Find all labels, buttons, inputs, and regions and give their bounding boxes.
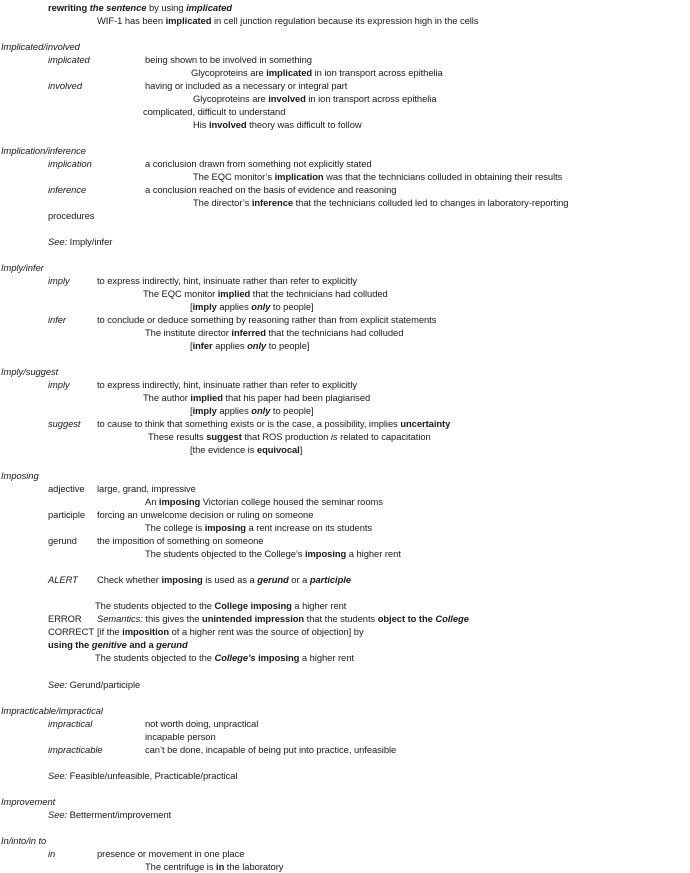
text-run: imply bbox=[48, 275, 70, 286]
text-run: of a higher rent was the source of objection] by bbox=[169, 626, 364, 637]
text-line bbox=[193, 119, 362, 130]
text-run: procedures bbox=[48, 210, 95, 221]
text-line bbox=[48, 275, 70, 286]
text-run: involved bbox=[48, 80, 82, 91]
text-run: imposition bbox=[122, 626, 170, 637]
text-run: Victorian college housed the seminar rooms bbox=[200, 496, 383, 507]
text-run: the sentence bbox=[89, 2, 147, 13]
text-run: is bbox=[330, 431, 338, 442]
text-run: WIF-1 has been bbox=[97, 15, 166, 26]
text-run: ALERT bbox=[48, 574, 78, 585]
text-line bbox=[1, 705, 103, 716]
text-run: Imply/suggest bbox=[1, 366, 59, 377]
text-line bbox=[48, 158, 92, 169]
text-run: ERROR bbox=[48, 613, 82, 624]
text-line bbox=[1, 145, 86, 156]
text-run: incapable person bbox=[145, 731, 216, 742]
text-run: gerund bbox=[156, 639, 188, 650]
text-run: this gives the bbox=[142, 613, 203, 624]
text-run: suggest bbox=[48, 418, 81, 429]
text-run: adjective bbox=[48, 483, 85, 494]
text-run: object to the bbox=[377, 613, 436, 624]
text-run: inference bbox=[251, 197, 294, 208]
text-run: Feasible/unfeasible, Practicable/practical bbox=[67, 770, 238, 781]
text-run: presence or movement in one place bbox=[97, 848, 245, 859]
text-line bbox=[48, 483, 85, 494]
text-run: participle bbox=[48, 509, 86, 520]
text-run: infer bbox=[48, 314, 66, 325]
text-run: having or included as a necessary or integral part bbox=[145, 80, 348, 91]
text-run: imposing bbox=[258, 652, 300, 663]
text-run: in cell junction regulation because its expression high in the cells bbox=[211, 15, 479, 26]
text-run: is used as a bbox=[202, 574, 258, 585]
text-line bbox=[48, 236, 112, 247]
text-run: that the technicians had colluded bbox=[265, 327, 404, 338]
text-run: See: bbox=[48, 770, 68, 781]
text-line bbox=[190, 405, 314, 416]
text-run: His bbox=[193, 119, 209, 130]
text-run: The centrifuge is bbox=[145, 861, 217, 872]
text-line bbox=[1, 262, 44, 273]
text-run: The college is bbox=[145, 522, 205, 533]
text-run: applies bbox=[212, 340, 248, 351]
text-run: [the evidence is bbox=[190, 444, 257, 455]
text-line bbox=[97, 418, 450, 429]
text-line bbox=[95, 652, 354, 663]
text-run: or a bbox=[288, 574, 310, 585]
text-line bbox=[48, 848, 55, 859]
text-run: Imposing bbox=[1, 470, 39, 481]
text-run: These results bbox=[148, 431, 207, 442]
text-line bbox=[145, 861, 283, 872]
text-run: [ bbox=[190, 405, 193, 416]
text-run: rewriting bbox=[48, 2, 90, 13]
text-run: See: bbox=[48, 236, 68, 247]
text-line bbox=[48, 314, 66, 325]
text-line bbox=[48, 809, 171, 820]
text-run: The institute director bbox=[145, 327, 232, 338]
text-run: uncertainty bbox=[400, 418, 451, 429]
text-run: the imposition of something on someone bbox=[97, 535, 264, 546]
text-run: The author bbox=[143, 392, 191, 403]
text-run: a higher rent bbox=[299, 652, 354, 663]
text-line bbox=[48, 509, 85, 520]
text-run: CORRECT bbox=[48, 626, 95, 637]
text-run: participle bbox=[309, 574, 352, 585]
text-run: Impracticable/impractical bbox=[1, 705, 103, 716]
text-line bbox=[145, 744, 396, 755]
text-run: involved bbox=[208, 119, 247, 130]
text-run: forcing an unwelcome decision or ruling on someone bbox=[97, 509, 314, 520]
text-run: The EQC monitor bbox=[143, 288, 218, 299]
text-line bbox=[97, 626, 364, 637]
text-line bbox=[143, 288, 388, 299]
text-line bbox=[190, 340, 309, 351]
text-line bbox=[48, 210, 94, 221]
text-line bbox=[1, 41, 80, 52]
text-run: The students objected to the bbox=[95, 652, 215, 663]
text-run: a higher rent bbox=[346, 548, 401, 559]
text-run: using the bbox=[48, 639, 92, 650]
text-line bbox=[193, 171, 562, 182]
text-run: suggest bbox=[206, 431, 242, 442]
text-run: inference bbox=[48, 184, 87, 195]
text-run: was that the technicians colluded in obtaining their results bbox=[323, 171, 563, 182]
text-line bbox=[143, 392, 370, 403]
text-run: equivocal bbox=[256, 444, 300, 455]
text-run: implicated bbox=[165, 15, 212, 26]
text-run: implicated bbox=[266, 67, 313, 78]
text-run: not worth doing, unpractical bbox=[145, 718, 259, 729]
text-line bbox=[97, 483, 196, 494]
text-run: by using bbox=[146, 2, 187, 13]
text-line bbox=[97, 509, 313, 520]
text-run: imposing bbox=[204, 522, 246, 533]
text-line bbox=[48, 770, 237, 781]
text-line bbox=[193, 197, 568, 208]
text-run: College’s bbox=[214, 652, 256, 663]
text-run: imposing bbox=[158, 496, 201, 507]
text-line bbox=[145, 718, 258, 729]
text-run: imply bbox=[192, 405, 217, 416]
text-run: that the students bbox=[304, 613, 378, 624]
text-line bbox=[97, 848, 244, 859]
text-run: infer bbox=[192, 340, 213, 351]
text-run: related to capacitation bbox=[337, 431, 431, 442]
text-run: Implicated/involved bbox=[1, 41, 80, 52]
text-line bbox=[48, 679, 140, 690]
text-run: can’t be done, incapable of being put into practice, unfeasible bbox=[145, 744, 397, 755]
text-run: Betterment/improvement bbox=[67, 809, 172, 820]
text-run: gerund bbox=[257, 574, 289, 585]
text-run: a higher rent bbox=[291, 600, 347, 611]
text-run: Semantics: bbox=[97, 613, 143, 624]
text-line bbox=[95, 600, 346, 611]
text-line bbox=[97, 314, 436, 325]
text-run: The students objected to the College’s bbox=[145, 548, 305, 559]
text-run: theory was difficult to follow bbox=[246, 119, 362, 130]
text-run: implied bbox=[217, 288, 251, 299]
text-run: Glycoproteins are bbox=[191, 67, 267, 78]
text-run: complicated, difficult to understand bbox=[143, 106, 286, 117]
text-run: gerund bbox=[48, 535, 77, 546]
text-run: to cause to think that something exists or is the case, a possibility, implies bbox=[97, 418, 401, 429]
text-line bbox=[97, 275, 357, 286]
text-run: being shown to be involved in something bbox=[145, 54, 312, 65]
text-run: The EQC monitor’s bbox=[193, 171, 275, 182]
text-run: imposing bbox=[304, 548, 347, 559]
text-run: An bbox=[145, 496, 159, 507]
text-run: genitive bbox=[91, 639, 127, 650]
text-run: implied bbox=[190, 392, 223, 403]
text-run: Glycoproteins are bbox=[193, 93, 269, 104]
text-run: [ bbox=[190, 340, 193, 351]
text-run: The director’s bbox=[193, 197, 252, 208]
text-run: a rent increase on its students bbox=[245, 522, 373, 533]
text-line bbox=[48, 613, 82, 624]
text-line bbox=[48, 80, 82, 91]
text-run: implication bbox=[274, 171, 324, 182]
text-run: Implication/inference bbox=[1, 145, 86, 156]
text-line bbox=[48, 574, 78, 585]
text-line bbox=[48, 639, 188, 650]
text-run: implication bbox=[48, 158, 92, 169]
text-line bbox=[97, 15, 478, 26]
text-run: large, grand, impressive bbox=[97, 483, 196, 494]
text-run: inferred bbox=[231, 327, 266, 338]
text-run: only bbox=[251, 301, 271, 312]
text-run: to people] bbox=[270, 405, 314, 416]
text-run: unintended impression bbox=[202, 613, 305, 624]
text-run: in bbox=[48, 848, 56, 859]
text-line bbox=[145, 184, 396, 195]
text-run: impractical bbox=[48, 718, 93, 729]
text-line bbox=[97, 535, 263, 546]
text-run: that ROS production bbox=[241, 431, 331, 442]
text-run: only bbox=[251, 405, 271, 416]
text-line bbox=[190, 301, 314, 312]
text-run: involved bbox=[268, 93, 306, 104]
text-run: Improvement bbox=[1, 796, 56, 807]
text-run: The students objected to the bbox=[95, 600, 215, 611]
text-run: applies bbox=[216, 301, 252, 312]
text-run: the laboratory bbox=[224, 861, 284, 872]
text-run: in bbox=[216, 861, 225, 872]
text-line bbox=[48, 379, 70, 390]
text-run: to conclude or deduce something by reasoning rather than from explicit statements bbox=[97, 314, 437, 325]
text-run: a conclusion reached on the basis of evidence and reasoning bbox=[145, 184, 397, 195]
text-run: and a bbox=[126, 639, 157, 650]
text-line bbox=[148, 431, 431, 442]
text-line bbox=[145, 80, 347, 91]
text-line bbox=[48, 626, 94, 637]
text-run: [ bbox=[190, 301, 193, 312]
text-run: See: bbox=[48, 809, 68, 820]
text-line bbox=[145, 327, 403, 338]
text-line bbox=[1, 835, 46, 846]
text-run: Imply/infer bbox=[67, 236, 113, 247]
text-run: [if the bbox=[97, 626, 123, 637]
text-run: College bbox=[435, 613, 469, 624]
text-run: implicated bbox=[48, 54, 90, 65]
text-line bbox=[97, 379, 357, 390]
text-line bbox=[1, 796, 55, 807]
text-run: only bbox=[247, 340, 267, 351]
text-line bbox=[145, 496, 383, 507]
text-run: imply bbox=[192, 301, 217, 312]
text-run: applies bbox=[216, 405, 252, 416]
text-line bbox=[48, 718, 92, 729]
text-run: that the technicians had colluded bbox=[250, 288, 388, 299]
text-run: to people] bbox=[266, 340, 310, 351]
text-run: Check whether bbox=[97, 574, 162, 585]
text-line bbox=[48, 535, 77, 546]
text-line bbox=[193, 93, 437, 104]
text-line bbox=[48, 2, 232, 13]
text-line bbox=[1, 366, 58, 377]
text-line bbox=[145, 522, 372, 533]
text-run: to express indirectly, hint, insinuate rather than refer to explicitly bbox=[97, 379, 357, 390]
text-run: in ion transport across epithelia bbox=[305, 93, 437, 104]
text-line bbox=[48, 54, 90, 65]
text-run: Gerund/participle bbox=[67, 679, 141, 690]
text-line bbox=[143, 106, 285, 117]
text-run: College imposing bbox=[214, 600, 292, 611]
text-run: a conclusion drawn from something not explicitly stated bbox=[145, 158, 372, 169]
text-line bbox=[145, 731, 216, 742]
text-run: See: bbox=[48, 679, 68, 690]
text-run: that his paper had been plagiarised bbox=[222, 392, 371, 403]
text-line bbox=[48, 418, 81, 429]
text-line bbox=[190, 444, 302, 455]
text-line bbox=[1, 470, 39, 481]
text-run: in ion transport across epithelia bbox=[312, 67, 443, 78]
text-run: impracticable bbox=[48, 744, 103, 755]
text-run: to people] bbox=[270, 301, 314, 312]
text-run: to express indirectly, hint, insinuate rather than refer to explicitly bbox=[97, 275, 357, 286]
text-run: implicated bbox=[186, 2, 232, 13]
text-run: ] bbox=[299, 444, 303, 455]
text-line bbox=[97, 613, 469, 624]
text-line bbox=[191, 67, 443, 78]
text-line bbox=[97, 574, 351, 585]
text-line bbox=[48, 184, 86, 195]
text-line bbox=[48, 744, 103, 755]
text-run: imposing bbox=[161, 574, 203, 585]
text-line bbox=[145, 54, 312, 65]
text-run: In/into/in to bbox=[1, 835, 47, 846]
text-run: that the technicians colluded led to changes in laboratory-reporting bbox=[293, 197, 569, 208]
text-line bbox=[145, 158, 372, 169]
text-run: Imply/infer bbox=[1, 262, 44, 273]
text-line bbox=[145, 548, 401, 559]
text-run: imply bbox=[48, 379, 70, 390]
